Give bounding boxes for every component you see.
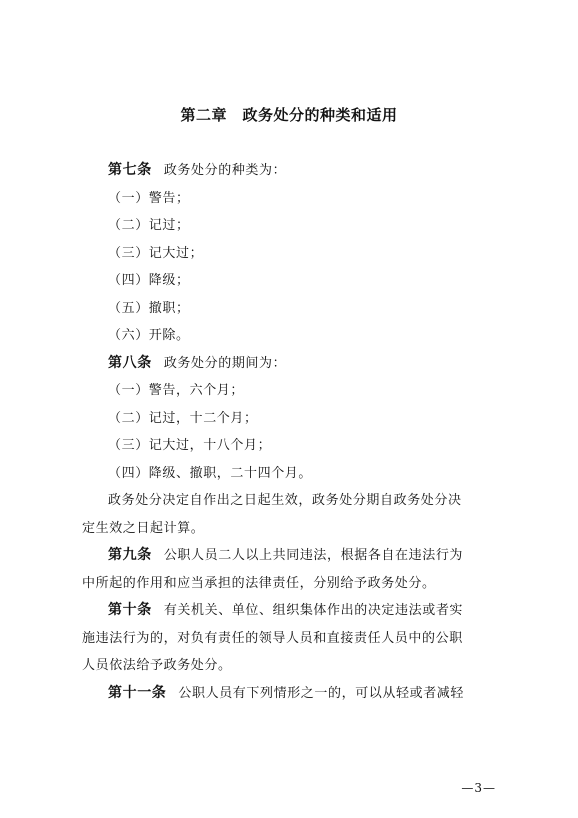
list-item: （二）记过，十二个月； <box>108 410 258 426</box>
paragraph-line: 施违法行为的，对负有责任的领导人员和直接责任人员中的公职 <box>82 630 463 646</box>
list-item: （三）记大过； <box>108 245 204 261</box>
article-8-line <box>82 350 514 378</box>
article-10-heading: 第十条 <box>108 602 152 618</box>
article-11-line <box>82 680 514 708</box>
article-10-text: 有关机关、单位、组织集体作出的决定违法或者实 <box>163 603 464 618</box>
article-7-line <box>82 157 514 185</box>
article-7-heading: 第七条 <box>108 162 152 178</box>
article-11-text: 公职人员有下列情形之一的，可以从轻或者减轻 <box>178 685 465 701</box>
paragraph-line: 人员依法给予政务处分。 <box>82 658 232 673</box>
paragraph-line: 中所起的作用和应当承担的法律责任，分别给予政务处分。 <box>82 575 436 591</box>
article-7-text: 政务处分的种类为： <box>163 163 287 178</box>
article-8-heading: 第八条 <box>108 354 152 371</box>
article-11-heading: 第十一条 <box>108 684 167 701</box>
list-item: （四）降级、撤职，二十四个月。 <box>108 465 313 481</box>
document-body <box>82 157 514 707</box>
paragraph-line: 政务处分决定自作出之日起生效，政务处分期自政务处分决 <box>108 493 462 508</box>
article-9-text: 公职人员二人以上共同违法，根据各自在违法行为 <box>163 548 464 563</box>
list-item: （一）警告； <box>108 190 190 206</box>
list-item: （三）记大过，十八个月； <box>108 438 272 453</box>
list-item: （四）降级； <box>108 273 190 288</box>
list-item: （五）撤职； <box>108 300 190 316</box>
list-item: （二）记过； <box>108 218 190 233</box>
list-item: （一）警告，六个月； <box>108 383 245 398</box>
article-10-line <box>82 597 514 625</box>
page-number: —3— <box>461 781 496 795</box>
article-9-heading: 第九条 <box>108 547 152 563</box>
article-8-text: 政务处分的期间为： <box>163 355 287 371</box>
list-item: （六）开除。 <box>108 328 190 343</box>
article-9-line <box>82 542 514 570</box>
paragraph-line: 定生效之日起计算。 <box>82 520 205 536</box>
chapter-title: 第二章 政务处分的种类和适用 <box>180 106 398 124</box>
